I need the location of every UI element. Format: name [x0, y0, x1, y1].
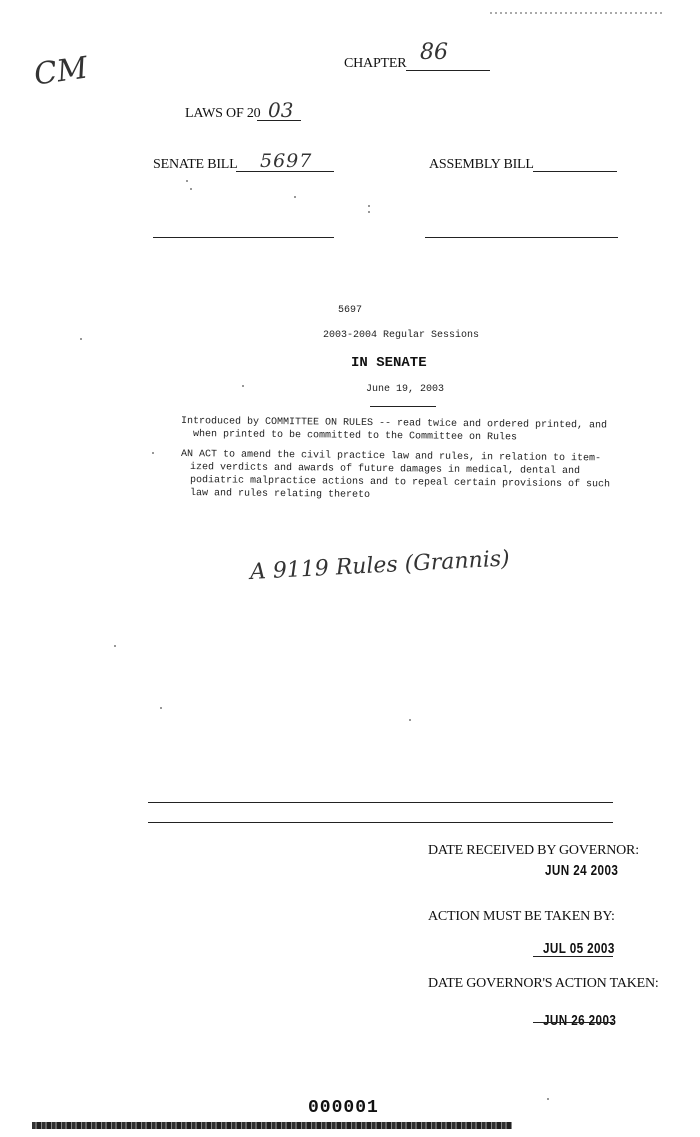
divider-line-1: [148, 802, 613, 803]
margin-initials: CM: [31, 50, 90, 93]
scan-speck: [80, 338, 82, 340]
senate-bill-label: SENATE BILL: [153, 157, 238, 172]
action-by-date-stamp: JUL 05 2003: [543, 940, 615, 957]
introduced-line-1: Introduced by COMMITTEE ON RULES -- read twice and ordered printed, and: [180, 416, 608, 432]
date-underline: [370, 406, 436, 407]
bill-date: June 19, 2003: [366, 384, 445, 395]
received-date-stamp: JUN 24 2003: [545, 862, 619, 879]
chapter-number: 86: [420, 40, 448, 65]
scan-speck: [368, 205, 370, 207]
scan-artifact-top: [490, 12, 665, 14]
scan-speck: [152, 452, 154, 454]
senate-signature-line: [153, 237, 334, 238]
laws-label: LAWS OF 20: [185, 106, 261, 121]
act-line-3: podiatric malpractice actions and to repeal certain provisions of such: [189, 475, 611, 491]
scan-speck: [186, 180, 188, 182]
scan-artifact-bottom: [32, 1122, 512, 1129]
chapter-label: CHAPTER: [344, 56, 407, 71]
act-line-2: ized verdicts and awards of future damages in medical, dental and: [189, 462, 581, 478]
act-line-1: AN ACT to amend the civil practice law and rules, in relation to item-: [180, 449, 602, 465]
divider-line-2: [148, 822, 613, 823]
action-taken-date-stamp: JUN 26 2003: [543, 1012, 617, 1029]
scan-speck: [368, 211, 370, 213]
scan-speck: [547, 1098, 549, 1100]
action-by-label: ACTION MUST BE TAKEN BY:: [428, 909, 615, 924]
handwritten-note: A 9119 Rules (Grannis): [249, 546, 511, 585]
senate-bill-number: 5697: [260, 150, 313, 172]
scan-speck: [190, 188, 192, 190]
laws-year: 03: [268, 98, 294, 122]
chapter-line: [406, 70, 490, 71]
action-taken-line: [533, 1022, 613, 1023]
act-line-4: law and rules relating thereto: [189, 488, 371, 501]
bill-session: 2003-2004 Regular Sessions: [323, 330, 480, 341]
scan-speck: [114, 645, 116, 647]
received-label: DATE RECEIVED BY GOVERNOR:: [428, 843, 639, 858]
bill-chamber: IN SENATE: [351, 355, 427, 371]
bill-number: 5697: [338, 305, 363, 316]
scan-speck: [160, 707, 162, 709]
scan-speck: [409, 719, 411, 721]
assembly-bill-line: [533, 171, 617, 172]
scan-speck: [294, 196, 296, 198]
scan-speck: [242, 385, 244, 387]
action-taken-label: DATE GOVERNOR'S ACTION TAKEN:: [428, 976, 659, 991]
action-by-line: [533, 956, 613, 957]
assembly-bill-label: ASSEMBLY BILL: [429, 157, 534, 172]
introduced-line-2: when printed to be committed to the Committee on Rules: [192, 429, 518, 444]
page-number: 000001: [308, 1098, 379, 1118]
assembly-signature-line: [425, 237, 618, 238]
